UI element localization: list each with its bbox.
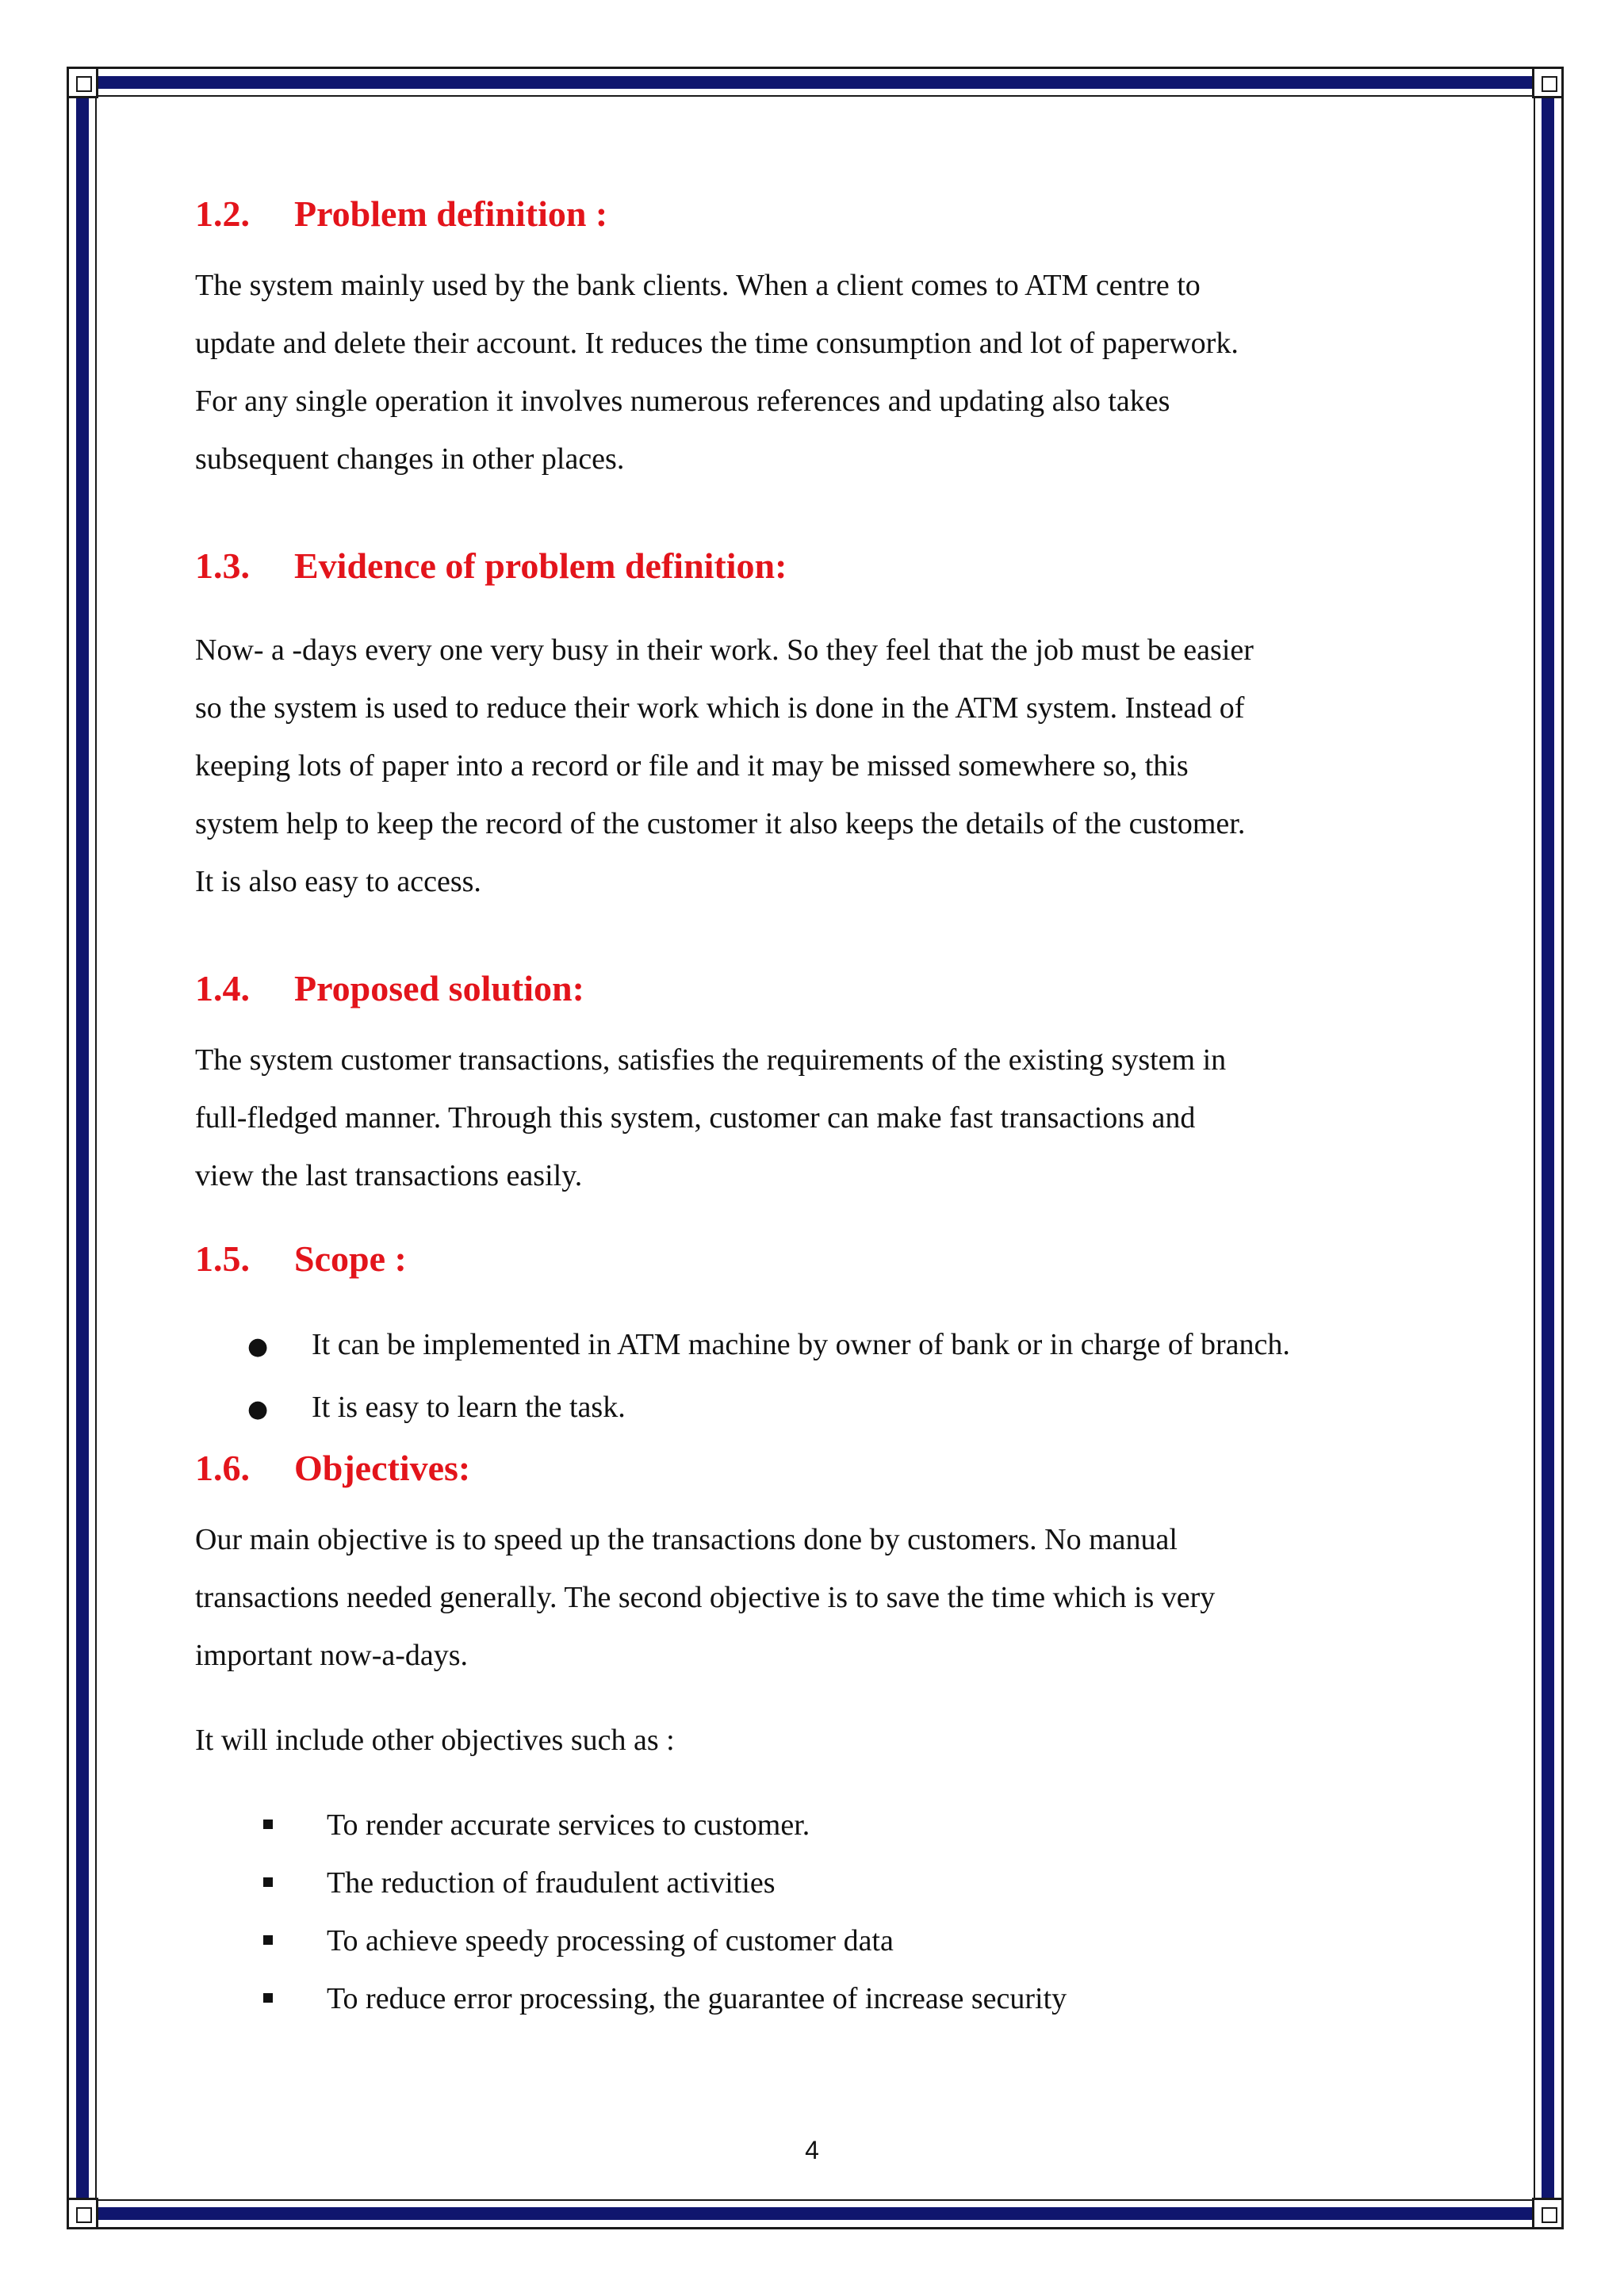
section-title: Proposed solution:: [294, 968, 584, 1008]
border-corner-ornament: [67, 67, 98, 98]
square-bullet-icon: [195, 1970, 327, 2028]
paragraph-line: Now- a -days every one very busy in their work. So they feel that the job must be easier: [195, 633, 1254, 667]
paragraph-line: subsequent changes in other places.: [195, 442, 625, 476]
list-item: [195, 1314, 1456, 1377]
section-heading: [195, 1235, 1456, 1283]
section-title: Scope :: [294, 1238, 407, 1279]
list-item: [195, 1912, 1456, 1970]
paragraph-line: update and delete their account. It reduces the time consumption and lot of paperwork.: [195, 327, 1239, 360]
border-corner-ornament: [1532, 67, 1564, 98]
objectives-intro: It will include other objectives such as :: [195, 1724, 675, 1757]
paragraph-line: keeping lots of paper into a record or file and it may be missed somewhere so, this: [195, 749, 1189, 783]
section-number: 1.3.: [195, 545, 250, 586]
section-number: 1.4.: [195, 968, 250, 1008]
paragraph-line: important now-a-days.: [195, 1639, 469, 1672]
paragraph-line: view the last transactions easily.: [195, 1159, 583, 1192]
paragraph-line: The system mainly used by the bank clients. When a client comes to ATM centre to: [195, 269, 1201, 302]
list-item-text: It is easy to learn the task.: [312, 1391, 626, 1424]
list-item-text: It can be implemented in ATM machine by owner of bank or in charge of branch.: [312, 1328, 1290, 1361]
paragraph-line: It is also easy to access.: [195, 865, 481, 898]
section-scope: [195, 1235, 1456, 1440]
paragraph-line: The system customer transactions, satisfies the requirements of the existing system in: [195, 1043, 1227, 1077]
section-title: Problem definition :: [294, 193, 608, 234]
section-number: 1.5.: [195, 1238, 250, 1279]
border-corner-ornament: [67, 2198, 98, 2229]
list-item-text: To render accurate services to customer.: [327, 1808, 810, 1842]
paragraph-line: so the system is used to reduce their work which is done in the ATM system. Instead of: [195, 691, 1245, 725]
square-bullet-icon: [195, 1912, 327, 1970]
section-title: Evidence of problem definition:: [294, 545, 787, 586]
page-number: 4: [805, 2136, 819, 2164]
square-bullet-icon: [195, 1797, 327, 1854]
border-corner-ornament: [1532, 2198, 1564, 2229]
list-item: [195, 1854, 1456, 1912]
bullet-icon: ●: [247, 1395, 269, 1423]
section-heading: [195, 1445, 1456, 1492]
list-item-text: To achieve speedy processing of customer data: [327, 1924, 894, 1957]
list-item-text: The reduction of fraudulent activities: [327, 1866, 776, 1900]
square-bullet-icon: [195, 1854, 327, 1912]
paragraph-line: For any single operation it involves numerous references and updating also takes: [195, 385, 1170, 418]
paragraph-line: Our main objective is to speed up the transactions done by customers. No manual: [195, 1523, 1178, 1556]
section-heading: [195, 542, 1456, 590]
objectives-list: [195, 1797, 1456, 2028]
section-title: Objectives:: [294, 1448, 471, 1488]
section-heading: [195, 190, 1456, 238]
scope-bullet-list: [195, 1314, 1456, 1440]
list-item: [195, 1797, 1456, 1854]
section-proposed-solution: [195, 965, 1456, 1205]
page-content: [195, 190, 1456, 2028]
section-number: 1.2.: [195, 193, 250, 234]
list-item: [195, 1377, 1456, 1440]
section-number: 1.6.: [195, 1448, 250, 1488]
paragraph-line: full-fledged manner. Through this system, customer can make fast transactions and: [195, 1101, 1196, 1135]
bullet-icon: ●: [247, 1333, 269, 1360]
section-problem-definition: [195, 190, 1456, 488]
list-item: [195, 1970, 1456, 2028]
paragraph-line: system help to keep the record of the customer it also keeps the details of the customer.: [195, 807, 1246, 840]
list-item-text: To reduce error processing, the guarantee of increase security: [327, 1982, 1067, 2015]
section-objectives: [195, 1445, 1456, 2028]
paragraph-line: transactions needed generally. The second objective is to save the time which is very: [195, 1581, 1216, 1614]
section-evidence-of-problem: [195, 542, 1456, 911]
section-heading: [195, 965, 1456, 1012]
